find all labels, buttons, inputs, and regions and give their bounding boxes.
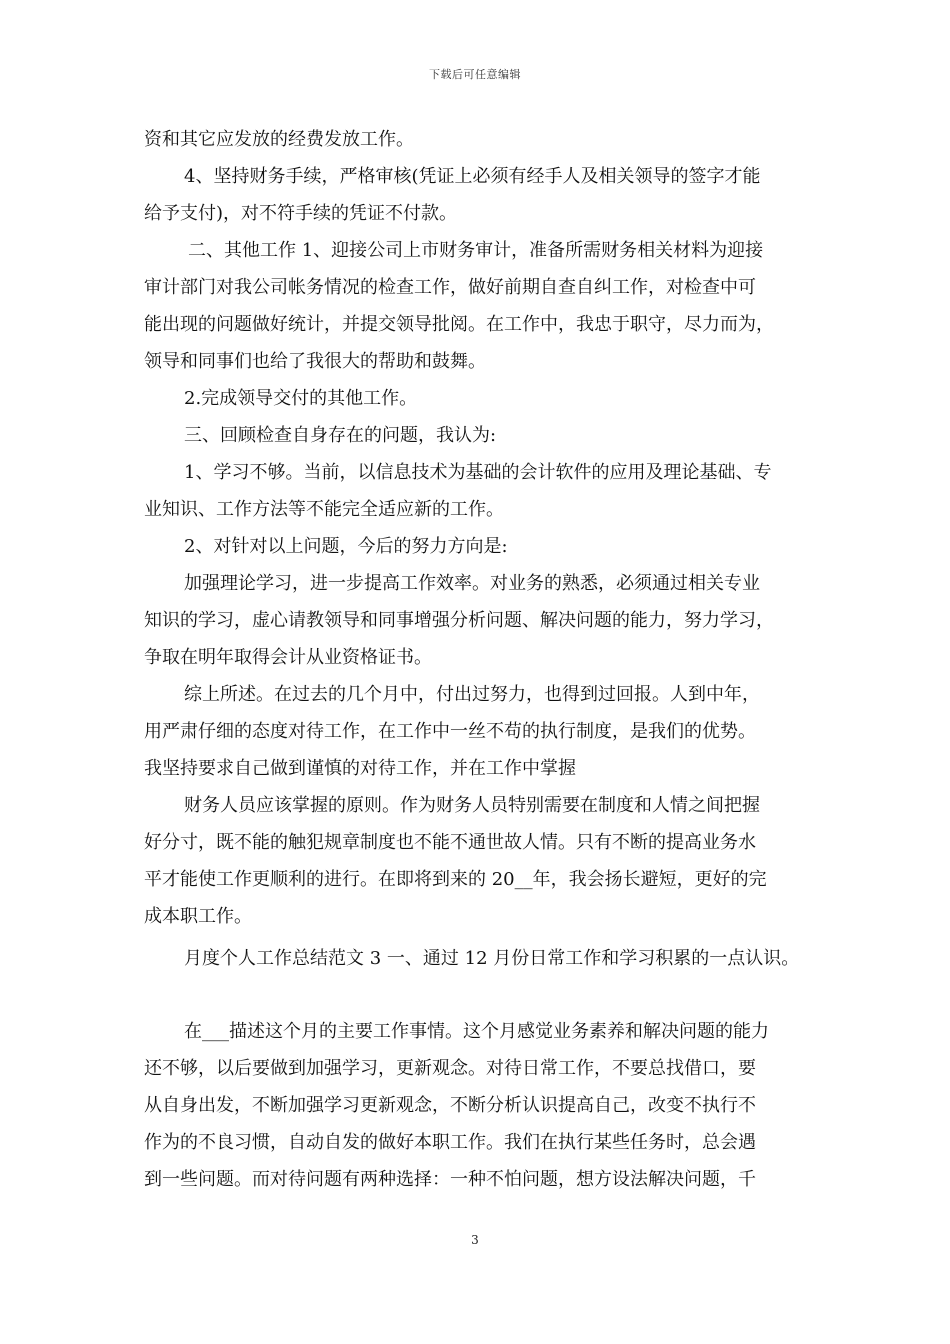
text-line: 4、坚持财务手续，严格审核(凭证上必须有经手人及相关领导的签字才能 bbox=[184, 166, 761, 187]
text-line: 资和其它应发放的经费发放工作。 bbox=[144, 129, 414, 150]
text-line: 知识的学习，虚心请教领导和同事增强分析问题、解决问题的能力，努力学习， bbox=[144, 610, 774, 631]
text-line: 业知识、工作方法等不能完全适应新的工作。 bbox=[144, 499, 504, 520]
text-line: 2.完成领导交付的其他工作。 bbox=[184, 388, 418, 409]
text-line: 财务人员应该掌握的原则。作为财务人员特别需要在制度和人情之间把握 bbox=[184, 795, 760, 816]
text-line: 从自身出发，不断加强学习更新观念，不断分析认识提高自己，改变不执行不 bbox=[144, 1095, 756, 1116]
text-line: 成本职工作。 bbox=[144, 906, 252, 927]
text-line: 用严肃仔细的态度对待工作，在工作中一丝不苟的执行制度，是我们的优势。 bbox=[144, 721, 756, 742]
text-line: 在___描述这个月的主要工作事情。这个月感觉业务素养和解决问题的能力 bbox=[184, 1021, 769, 1042]
text-line: 争取在明年取得会计从业资格证书。 bbox=[144, 647, 432, 668]
text-line: 我坚持要求自己做到谨慎的对待工作，并在工作中掌握 bbox=[144, 758, 576, 779]
text-line: 综上所述。在过去的几个月中，付出过努力，也得到过回报。人到中年， bbox=[184, 684, 760, 705]
text-line: 审计部门对我公司帐务情况的检查工作，做好前期自查自纠工作，对检查中可 bbox=[144, 277, 756, 298]
text-line: 二、其他工作 1、迎接公司上市财务审计，准备所需财务相关材料为迎接 bbox=[188, 240, 764, 261]
page-number: 3 bbox=[471, 1233, 479, 1247]
text-line: 给予支付)，对不符手续的凭证不付款。 bbox=[144, 203, 458, 224]
text-line: 三、回顾检查自身存在的问题，我认为: bbox=[184, 425, 497, 446]
text-line: 月度个人工作总结范文 3 一、通过 12 月份日常工作和学习积累的一点认识。 bbox=[184, 948, 800, 969]
text-line: 能出现的问题做好统计，并提交领导批阅。在工作中，我忠于职守，尽力而为， bbox=[144, 314, 774, 335]
text-line: 2、对针对以上问题，今后的努力方向是: bbox=[184, 536, 508, 557]
text-line: 加强理论学习，进一步提高工作效率。对业务的熟悉，必须通过相关专业 bbox=[184, 573, 760, 594]
text-line: 1、学习不够。当前，以信息技术为基础的会计软件的应用及理论基础、专 bbox=[184, 462, 772, 483]
text-line: 平才能使工作更顺利的进行。在即将到来的 20__年，我会扬长避短，更好的完 bbox=[144, 869, 767, 890]
text-line: 领导和同事们也给了我很大的帮助和鼓舞。 bbox=[144, 351, 486, 372]
text-line: 作为的不良习惯，自动自发的做好本职工作。我们在执行某些任务时，总会遇 bbox=[144, 1132, 756, 1153]
text-line: 到一些问题。而对待问题有两种选择：一种不怕问题，想方设法解决问题，千 bbox=[144, 1169, 756, 1190]
text-line: 好分寸，既不能的触犯规章制度也不能不通世故人情。只有不断的提高业务水 bbox=[144, 832, 756, 853]
text-line: 还不够，以后要做到加强学习，更新观念。对待日常工作，不要总找借口，要 bbox=[144, 1058, 756, 1079]
page-header: 下载后可任意编辑 bbox=[429, 68, 521, 81]
